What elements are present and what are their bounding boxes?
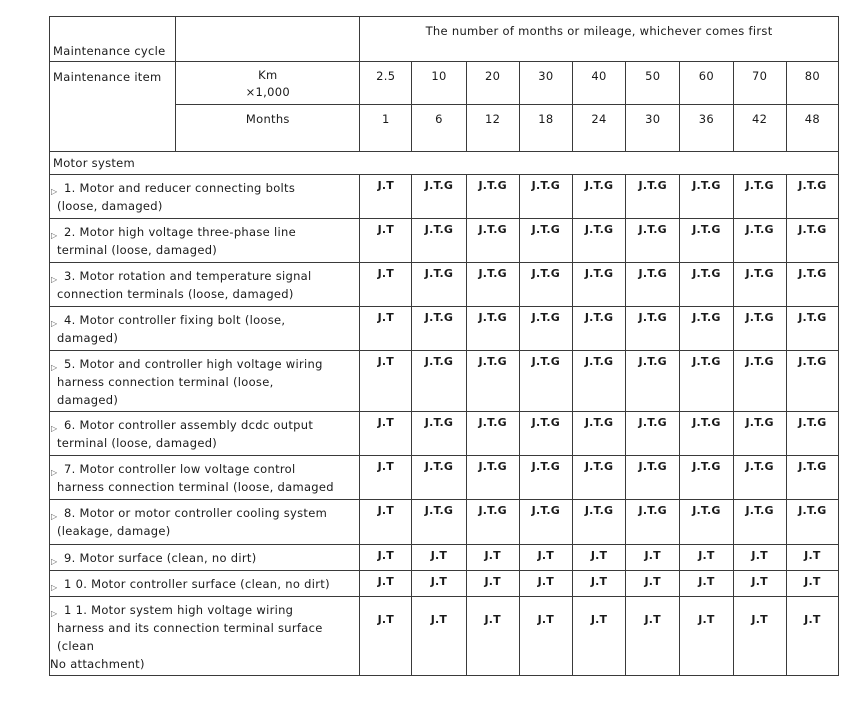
km-value: 40 bbox=[572, 62, 625, 105]
interval-code-cell: J.T bbox=[360, 307, 412, 351]
interval-code-cell: J.T.G bbox=[733, 263, 786, 307]
km-value: 70 bbox=[733, 62, 786, 105]
interval-code-cell: J.T.G bbox=[733, 351, 786, 412]
maintenance-item-cell bbox=[50, 219, 360, 263]
month-value: 30 bbox=[626, 105, 680, 152]
small-triangle-icon: ▷ bbox=[51, 468, 58, 477]
interval-code-cell: J.T.G bbox=[626, 307, 680, 351]
interval-code-cell: J.T bbox=[360, 456, 412, 500]
interval-code-cell: J.T bbox=[733, 545, 786, 571]
interval-code-cell: J.T.G bbox=[572, 219, 625, 263]
interval-code-cell: J.T bbox=[626, 571, 680, 597]
item-text-line: 3. Motor rotation and temperature signal bbox=[64, 269, 312, 283]
item-text-line: 7. Motor controller low voltage control bbox=[64, 462, 296, 476]
item-text-line: terminal (loose, damaged) bbox=[57, 436, 218, 450]
interval-code-cell: J.T bbox=[360, 351, 412, 412]
small-triangle-icon: ▷ bbox=[51, 512, 58, 521]
month-value: 42 bbox=[733, 105, 786, 152]
item-text-line: 1. Motor and reducer connecting bolts bbox=[64, 181, 296, 195]
items-body bbox=[50, 175, 839, 676]
interval-code-cell: J.T.G bbox=[626, 219, 680, 263]
table-row bbox=[50, 263, 839, 307]
km-value: 30 bbox=[519, 62, 572, 105]
km-value: 20 bbox=[466, 62, 519, 105]
month-value: 18 bbox=[519, 105, 572, 152]
table-row bbox=[50, 545, 839, 571]
maintenance-item-cell bbox=[50, 597, 360, 676]
interval-code-cell: J.T.G bbox=[626, 351, 680, 412]
item-text-line: harness and its connection terminal surface bbox=[57, 621, 323, 635]
interval-code-cell: J.T.G bbox=[519, 351, 572, 412]
table-row bbox=[50, 219, 839, 263]
maintenance-item-cell bbox=[50, 175, 360, 219]
item-text-line: terminal (loose, damaged) bbox=[57, 243, 218, 257]
interval-code-cell: J.T.G bbox=[680, 175, 733, 219]
interval-code-cell: J.T.G bbox=[412, 307, 466, 351]
interval-code-cell: J.T bbox=[519, 597, 572, 676]
km-label-cell bbox=[176, 62, 360, 105]
maintenance-item-label: Maintenance item bbox=[50, 62, 176, 152]
table-row bbox=[50, 597, 839, 676]
interval-code-cell: J.T.G bbox=[786, 351, 838, 412]
interval-code-cell: J.T.G bbox=[680, 307, 733, 351]
interval-code-cell: J.T.G bbox=[626, 175, 680, 219]
interval-code-cell: J.T bbox=[733, 571, 786, 597]
item-text-line: (loose, damaged) bbox=[57, 199, 163, 213]
interval-code-cell: J.T.G bbox=[572, 307, 625, 351]
item-text-line: harness connection terminal (loose, damaged bbox=[57, 480, 334, 494]
interval-code-cell: J.T.G bbox=[680, 219, 733, 263]
interval-code-cell: J.T.G bbox=[626, 263, 680, 307]
month-value: 12 bbox=[466, 105, 519, 152]
interval-code-cell: J.T.G bbox=[786, 412, 838, 456]
interval-code-cell: J.T.G bbox=[466, 263, 519, 307]
item-text-line: connection terminals (loose, damaged) bbox=[57, 287, 294, 301]
interval-code-cell: J.T.G bbox=[466, 307, 519, 351]
item-text-line: 1 0. Motor controller surface (clean, no dirt) bbox=[64, 577, 330, 591]
maintenance-item-cell bbox=[50, 412, 360, 456]
maintenance-item-cell bbox=[50, 351, 360, 412]
interval-code-cell: J.T bbox=[360, 175, 412, 219]
table-row bbox=[50, 307, 839, 351]
header-row-cycle bbox=[50, 17, 839, 62]
interval-code-cell: J.T.G bbox=[572, 263, 625, 307]
interval-code-cell: J.T.G bbox=[626, 456, 680, 500]
table-row bbox=[50, 500, 839, 545]
item-text-line: 5. Motor and controller high voltage wiring bbox=[64, 357, 323, 371]
interval-code-cell: J.T bbox=[360, 500, 412, 545]
interval-code-cell: J.T.G bbox=[519, 307, 572, 351]
month-value: 1 bbox=[360, 105, 412, 152]
interval-code-cell: J.T.G bbox=[466, 456, 519, 500]
interval-code-cell: J.T.G bbox=[733, 412, 786, 456]
item-text-line: 2. Motor high voltage three-phase line bbox=[64, 225, 296, 239]
maintenance-schedule-table bbox=[49, 16, 839, 676]
interval-code-cell: J.T.G bbox=[519, 412, 572, 456]
table-row bbox=[50, 456, 839, 500]
interval-code-cell: J.T bbox=[412, 545, 466, 571]
small-triangle-icon: ▷ bbox=[51, 319, 58, 328]
interval-code-cell: J.T bbox=[360, 412, 412, 456]
header-blank-cell bbox=[176, 17, 360, 62]
table-row bbox=[50, 571, 839, 597]
interval-code-cell: J.T.G bbox=[626, 500, 680, 545]
interval-code-cell: J.T bbox=[572, 597, 625, 676]
section-title: Motor system bbox=[50, 152, 839, 175]
interval-code-cell: J.T.G bbox=[466, 500, 519, 545]
interval-code-cell: J.T bbox=[519, 545, 572, 571]
interval-code-cell: J.T bbox=[360, 219, 412, 263]
interval-code-cell: J.T.G bbox=[519, 175, 572, 219]
interval-code-cell: J.T.G bbox=[733, 500, 786, 545]
small-triangle-icon: ▷ bbox=[51, 231, 58, 240]
interval-code-cell: J.T.G bbox=[786, 307, 838, 351]
interval-code-cell: J.T.G bbox=[519, 500, 572, 545]
interval-code-cell: J.T bbox=[680, 571, 733, 597]
interval-code-cell: J.T.G bbox=[466, 351, 519, 412]
interval-code-cell: J.T.G bbox=[733, 175, 786, 219]
item-text-line: 6. Motor controller assembly dcdc output bbox=[64, 418, 314, 432]
small-triangle-icon: ▷ bbox=[51, 363, 58, 372]
interval-code-cell: J.T.G bbox=[786, 219, 838, 263]
item-text-line: 1 1. Motor system high voltage wiring bbox=[64, 603, 294, 617]
section-row bbox=[50, 152, 839, 175]
interval-code-cell: J.T bbox=[572, 545, 625, 571]
interval-code-cell: J.T bbox=[412, 597, 466, 676]
interval-code-cell: J.T.G bbox=[680, 263, 733, 307]
interval-code-cell: J.T bbox=[412, 571, 466, 597]
table-row bbox=[50, 351, 839, 412]
interval-code-cell: J.T bbox=[733, 597, 786, 676]
interval-code-cell: J.T bbox=[786, 571, 838, 597]
months-label: Months bbox=[176, 105, 360, 152]
interval-code-cell: J.T.G bbox=[412, 263, 466, 307]
small-triangle-icon: ▷ bbox=[51, 424, 58, 433]
km-value: 10 bbox=[412, 62, 466, 105]
interval-code-cell: J.T.G bbox=[680, 412, 733, 456]
maintenance-cycle-label: Maintenance cycle bbox=[50, 17, 176, 62]
small-triangle-icon: ▷ bbox=[51, 187, 58, 196]
km-multiplier: ×1,000 bbox=[245, 85, 290, 99]
interval-code-cell: J.T.G bbox=[412, 351, 466, 412]
item-text-line: No attachment) bbox=[50, 657, 145, 671]
item-text-line: (clean bbox=[57, 639, 95, 653]
km-value: 80 bbox=[786, 62, 838, 105]
maintenance-item-cell bbox=[50, 571, 360, 597]
item-text-line: harness connection terminal (loose, bbox=[57, 375, 274, 389]
small-triangle-icon: ▷ bbox=[51, 583, 58, 592]
km-value: 60 bbox=[680, 62, 733, 105]
interval-code-cell: J.T bbox=[360, 545, 412, 571]
km-label: Km bbox=[258, 68, 278, 82]
interval-code-cell: J.T.G bbox=[572, 412, 625, 456]
month-value: 36 bbox=[680, 105, 733, 152]
interval-code-cell: J.T bbox=[626, 545, 680, 571]
interval-code-cell: J.T bbox=[680, 545, 733, 571]
interval-code-cell: J.T.G bbox=[466, 175, 519, 219]
interval-code-cell: J.T bbox=[786, 545, 838, 571]
interval-code-cell: J.T.G bbox=[786, 456, 838, 500]
interval-code-cell: J.T bbox=[572, 571, 625, 597]
interval-code-cell: J.T bbox=[680, 597, 733, 676]
small-triangle-icon: ▷ bbox=[51, 275, 58, 284]
interval-code-cell: J.T.G bbox=[680, 456, 733, 500]
interval-code-cell: J.T.G bbox=[412, 175, 466, 219]
interval-code-cell: J.T.G bbox=[733, 307, 786, 351]
item-text-line: 4. Motor controller fixing bolt (loose, bbox=[64, 313, 286, 327]
km-value: 50 bbox=[626, 62, 680, 105]
interval-code-cell: J.T.G bbox=[519, 263, 572, 307]
km-value: 2.5 bbox=[360, 62, 412, 105]
interval-code-cell: J.T bbox=[360, 571, 412, 597]
month-value: 24 bbox=[572, 105, 625, 152]
interval-code-cell: J.T bbox=[519, 571, 572, 597]
interval-code-cell: J.T.G bbox=[572, 456, 625, 500]
item-text-line: damaged) bbox=[57, 393, 119, 407]
interval-code-cell: J.T bbox=[466, 597, 519, 676]
interval-code-cell: J.T.G bbox=[572, 500, 625, 545]
month-value: 48 bbox=[786, 105, 838, 152]
interval-code-cell: J.T.G bbox=[412, 219, 466, 263]
interval-code-cell: J.T bbox=[360, 263, 412, 307]
maintenance-item-cell bbox=[50, 545, 360, 571]
table-row bbox=[50, 412, 839, 456]
interval-code-cell: J.T.G bbox=[466, 219, 519, 263]
maintenance-item-cell bbox=[50, 500, 360, 545]
interval-code-cell: J.T bbox=[466, 545, 519, 571]
header-row-km bbox=[50, 62, 839, 105]
interval-code-cell: J.T.G bbox=[680, 500, 733, 545]
interval-code-cell: J.T.G bbox=[466, 412, 519, 456]
month-value: 6 bbox=[412, 105, 466, 152]
interval-code-cell: J.T bbox=[360, 597, 412, 676]
interval-code-cell: J.T.G bbox=[519, 219, 572, 263]
maintenance-item-cell bbox=[50, 456, 360, 500]
interval-code-cell: J.T.G bbox=[786, 263, 838, 307]
interval-code-cell: J.T.G bbox=[786, 500, 838, 545]
interval-code-cell: J.T.G bbox=[572, 351, 625, 412]
interval-code-cell: J.T.G bbox=[680, 351, 733, 412]
interval-code-cell: J.T.G bbox=[733, 456, 786, 500]
item-text-line: 9. Motor surface (clean, no dirt) bbox=[64, 551, 257, 565]
item-text-line: 8. Motor or motor controller cooling system bbox=[64, 506, 328, 520]
maintenance-item-cell bbox=[50, 307, 360, 351]
item-text-line: damaged) bbox=[57, 331, 119, 345]
interval-code-cell: J.T.G bbox=[412, 456, 466, 500]
item-text-line: (leakage, damage) bbox=[57, 524, 171, 538]
interval-code-cell: J.T bbox=[786, 597, 838, 676]
small-triangle-icon: ▷ bbox=[51, 609, 58, 618]
interval-code-cell: J.T.G bbox=[733, 219, 786, 263]
interval-caption: The number of months or mileage, whichever comes first bbox=[360, 17, 839, 62]
interval-code-cell: J.T.G bbox=[786, 175, 838, 219]
interval-code-cell: J.T bbox=[466, 571, 519, 597]
table-row bbox=[50, 175, 839, 219]
interval-code-cell: J.T.G bbox=[572, 175, 625, 219]
maintenance-item-cell bbox=[50, 263, 360, 307]
interval-code-cell: J.T.G bbox=[412, 500, 466, 545]
interval-code-cell: J.T.G bbox=[412, 412, 466, 456]
interval-code-cell: J.T.G bbox=[626, 412, 680, 456]
small-triangle-icon: ▷ bbox=[51, 557, 58, 566]
interval-code-cell: J.T.G bbox=[519, 456, 572, 500]
interval-code-cell: J.T bbox=[626, 597, 680, 676]
